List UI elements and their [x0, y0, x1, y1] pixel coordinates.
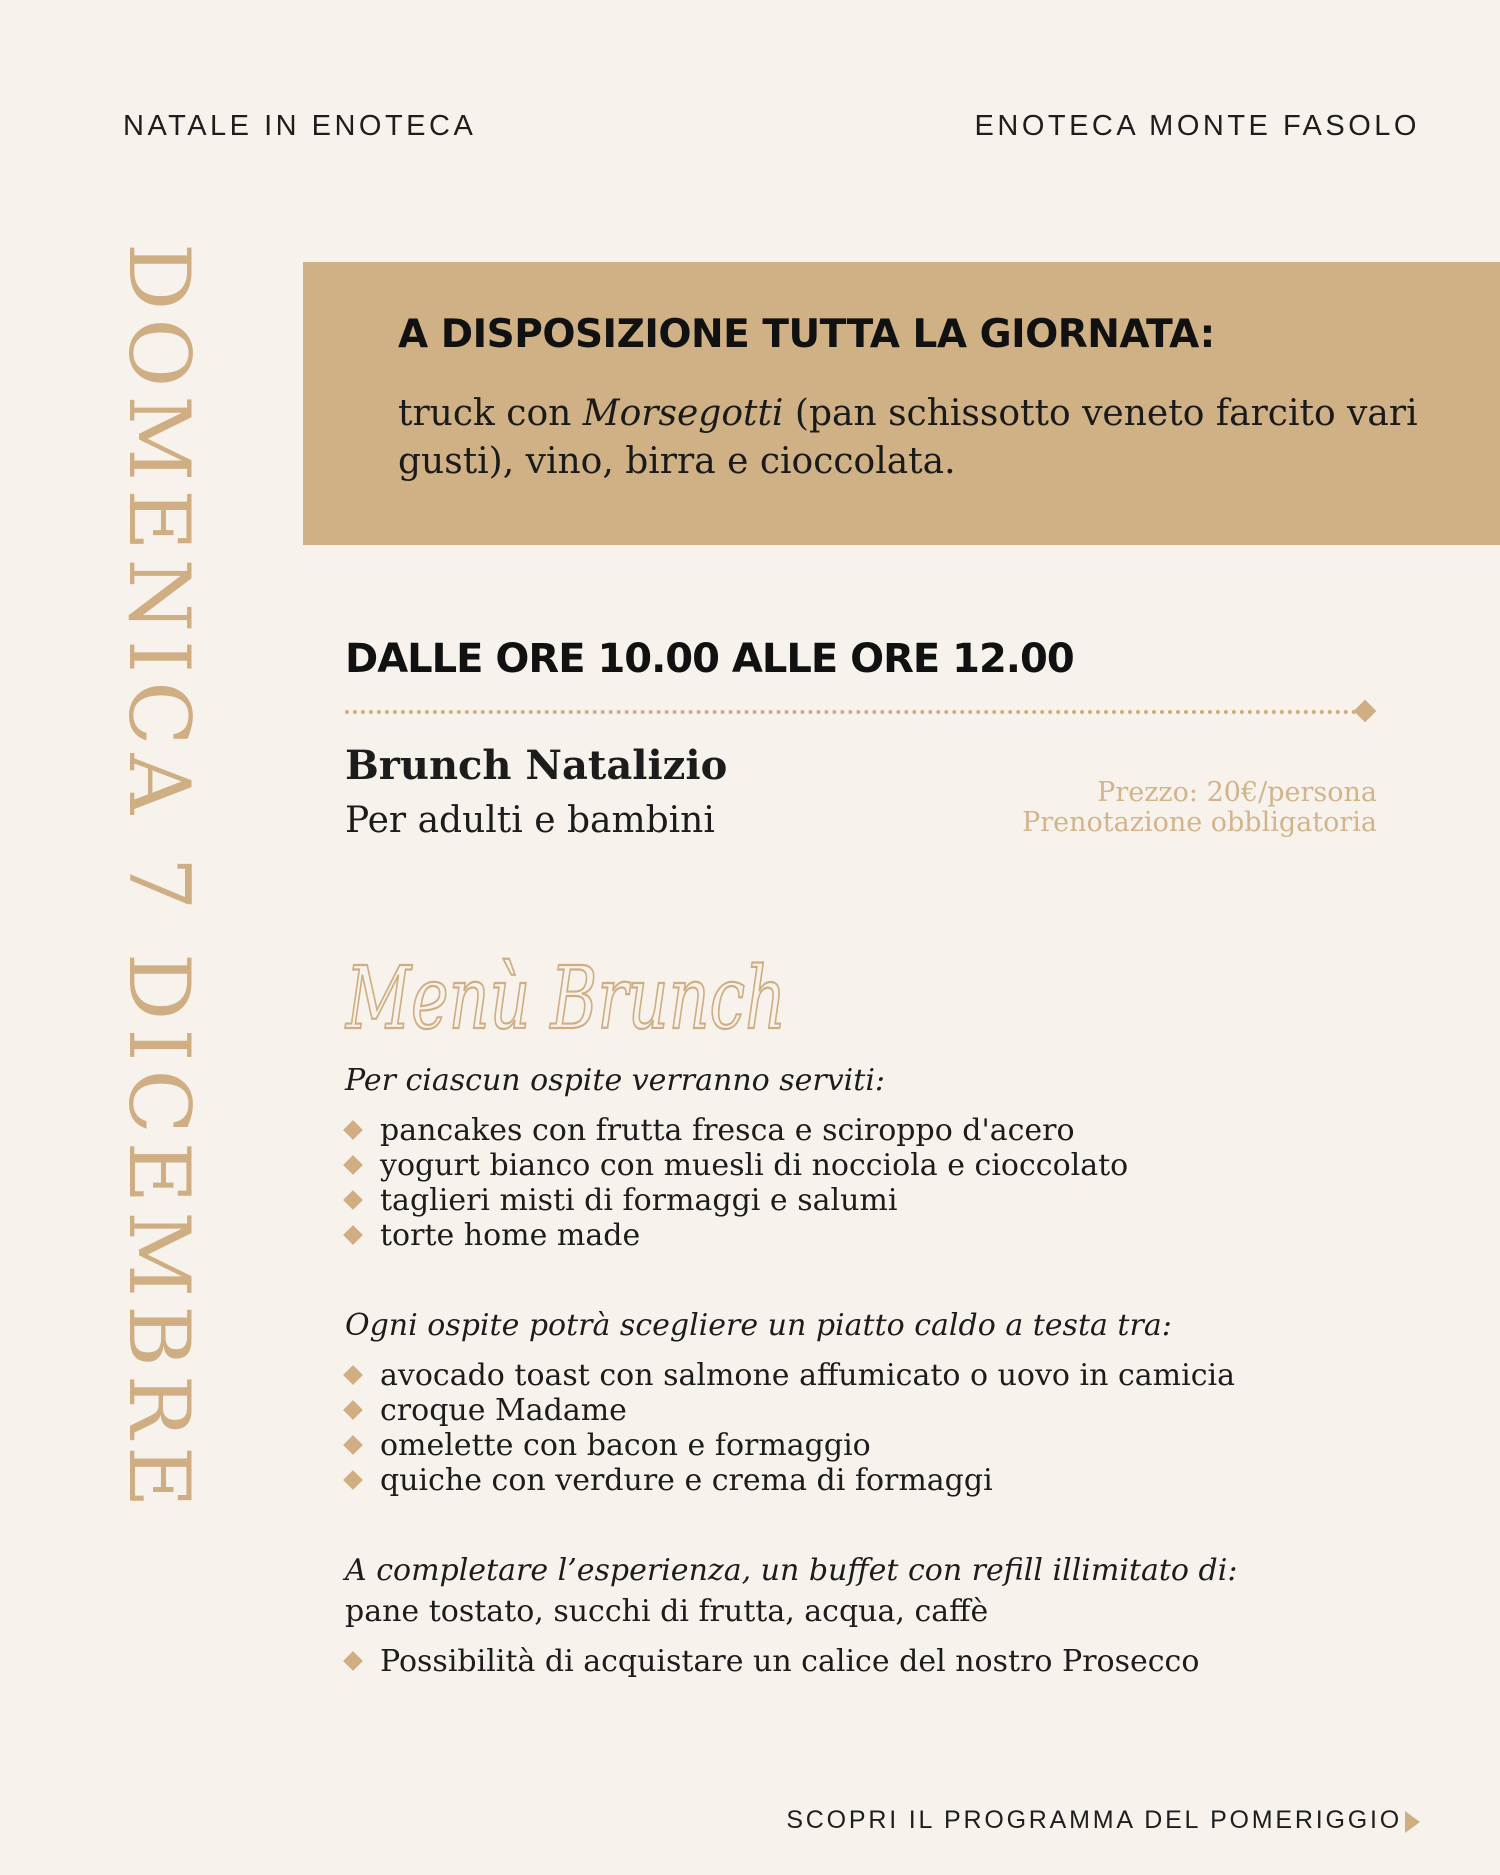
buffet-text: pane tostato, succhi di frutta, acqua, caffè — [345, 1594, 989, 1629]
section1-intro: Per ciascun ospite verranno serviti: — [345, 1063, 886, 1098]
list-item: avocado toast con salmone affumicato o uovo in camicia — [345, 1358, 1235, 1393]
price-info — [1022, 778, 1377, 838]
menu-script-text: Menù Brunch — [344, 949, 786, 1049]
header-left-label: NATALE IN ENOTECA — [123, 110, 477, 142]
divider-diamond-icon — [1354, 700, 1377, 723]
list-item: pancakes con frutta fresca e sciroppo d'acero — [345, 1113, 1128, 1148]
served-items-list — [345, 1113, 1128, 1253]
banner-title: A DISPOSIZIONE TUTTA LA GIORNATA: — [398, 312, 1215, 357]
list-item: croque Madame — [345, 1393, 1235, 1428]
list-item: taglieri misti di formaggi e salumi — [345, 1183, 1128, 1218]
brunch-subtitle: Per adulti e bambini — [345, 800, 715, 841]
banner-text-italic: Morsegotti — [582, 393, 784, 434]
booking-label: Prenotazione obbligatoria — [1022, 807, 1377, 838]
list-item: torte home made — [345, 1218, 1128, 1253]
dotted-divider — [345, 710, 1365, 714]
banner-text — [398, 390, 1418, 486]
section2-intro: Ogni ospite potrà scegliere un piatto caldo a testa tra: — [345, 1308, 1172, 1343]
header-right-label: ENOTECA MONTE FASOLO — [974, 110, 1420, 142]
banner-text-part: truck con — [398, 393, 583, 434]
list-item: quiche con verdure e crema di formaggi — [345, 1463, 1235, 1498]
menu-script-title — [340, 920, 800, 1070]
section3-intro: A completare l’esperienza, un buffet con refill illimitato di: — [345, 1553, 1238, 1588]
list-item: Possibilità di acquistare un calice del nostro Prosecco — [345, 1644, 1199, 1679]
price-label: Prezzo: 20€/persona — [1097, 777, 1377, 808]
time-title: DALLE ORE 10.00 ALLE ORE 12.00 — [345, 636, 1074, 682]
list-item: omelette con bacon e formaggio — [345, 1428, 1235, 1463]
banner-text-part: (pan schissotto veneto farcito vari gusti), vino, birra e cioccolata. — [398, 393, 1418, 482]
all-day-banner — [303, 262, 1500, 545]
play-arrow-icon[interactable] — [1405, 1811, 1420, 1833]
side-date-title: DOMENICA 7 DICEMBRE — [110, 243, 208, 1516]
brunch-title: Brunch Natalizio — [345, 742, 728, 789]
extra-list — [345, 1644, 1199, 1679]
hot-dish-list — [345, 1358, 1235, 1498]
list-item: yogurt bianco con muesli di nocciola e cioccolato — [345, 1148, 1128, 1183]
afternoon-program-link[interactable]: SCOPRI IL PROGRAMMA DEL POMERIGGIO — [786, 1806, 1402, 1834]
